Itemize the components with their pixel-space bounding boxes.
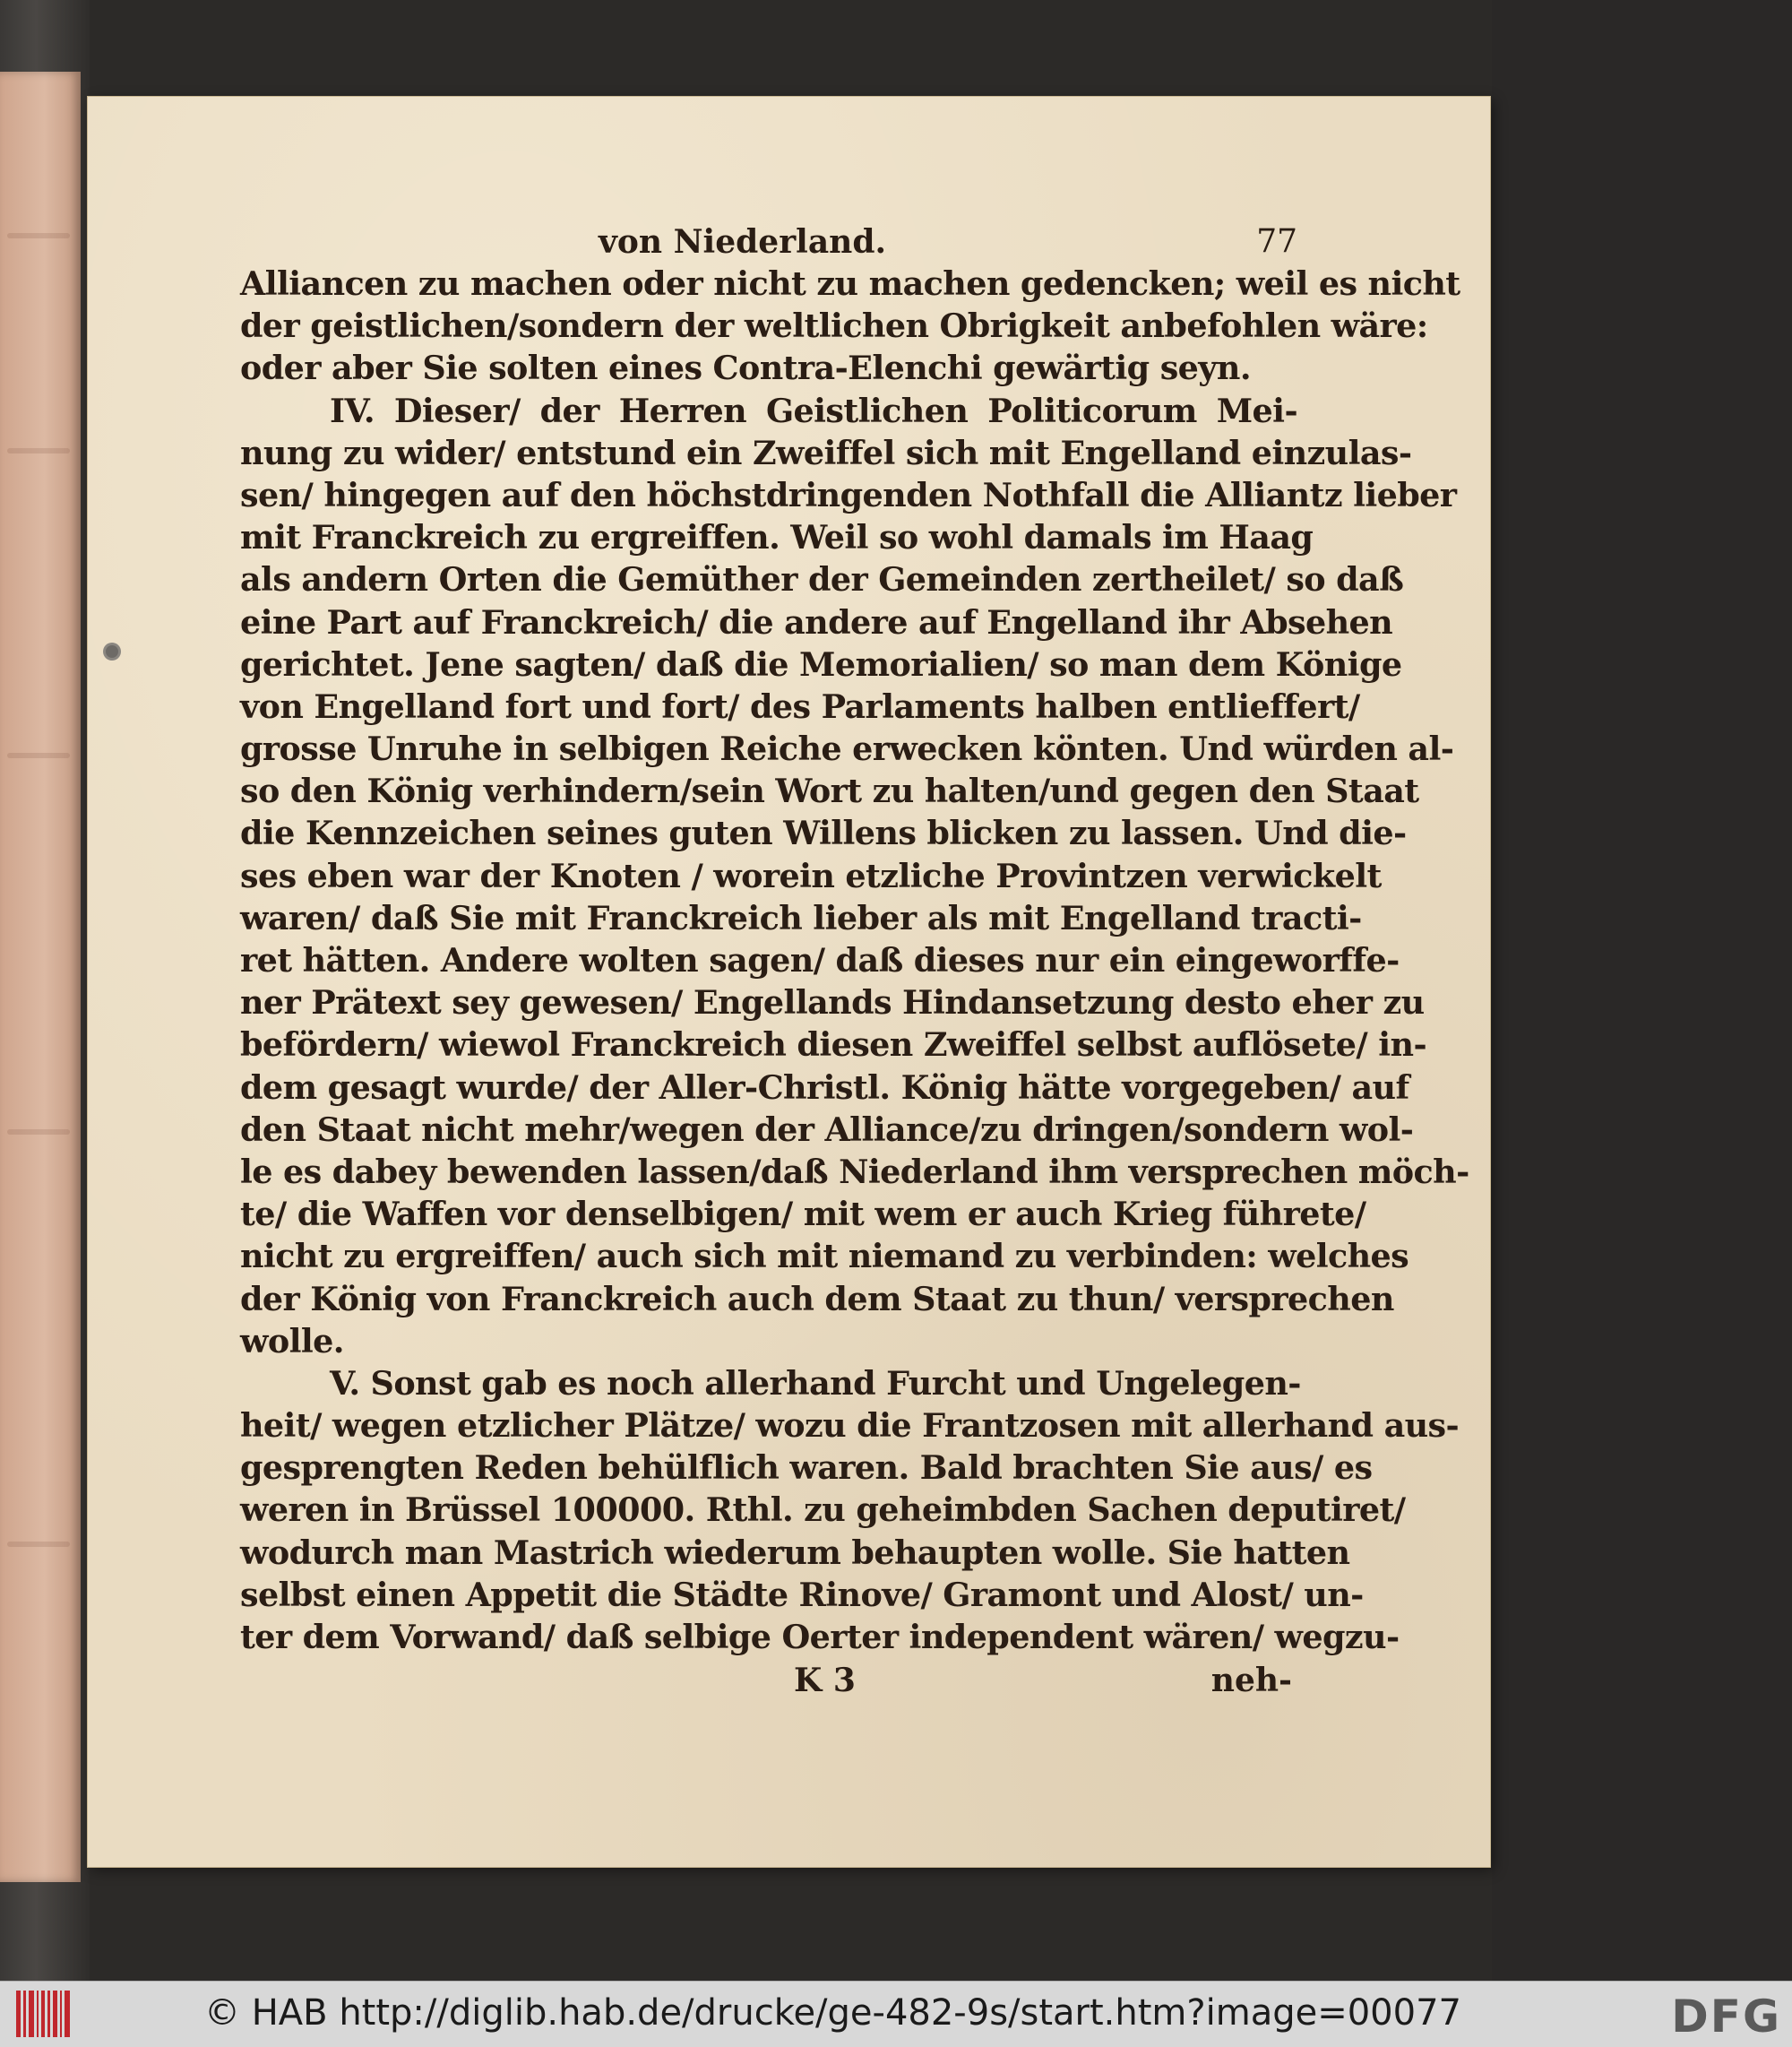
text-line: nung zu wider/ entstund ein Zweiffel sich mit Engelland einzulas- [240,433,1412,472]
text-line: wodurch man Mastrich wiederum behaupten wolle. Sie hatten [240,1533,1350,1572]
bleedthrough-mark [7,448,70,453]
barcode-icon [16,1991,75,2037]
scan-backdrop-right [1492,0,1792,1981]
text-line: ter dem Vorwand/ daß selbige Oerter independent wären/ wegzu- [240,1618,1400,1656]
text-line: heit/ wegen etzlicher Plätze/ wozu die Frantzosen mit allerhand aus- [240,1406,1460,1446]
barcode-stripe [16,1991,21,2037]
text-line: gesprengten Reden behülflich waren. Bald brachten Sie aus/ es [240,1448,1373,1488]
barcode-stripe [65,1991,70,2037]
text-line: als andern Orten die Gemüther der Gemeinden zertheilet/ so daß [240,560,1404,600]
text-line: ner Prätext sey gewesen/ Engellands Hindansetzung desto eher zu [240,983,1425,1023]
signature-mark: K 3 [794,1662,856,1700]
barcode-stripe [53,1991,57,2037]
credit-text[interactable]: © HAB http://diglib.hab.de/drucke/ge-482-9s/start.htm?image=00077 [204,1992,1461,2034]
barcode-stripe [47,1991,50,2037]
running-head [240,218,1297,263]
text-line: sen/ hingegen auf den höchstdringenden Nothfall die Alliantz lieber [240,475,1457,514]
previous-page-edge [0,72,81,1882]
page-text-block [240,218,1469,1700]
text-line: Alliancen zu machen oder nicht zu machen gedencken; weil es nicht [240,264,1460,303]
bleedthrough-mark [7,1129,70,1135]
text-line: den Staat nicht mehr/wegen der Alliance/zu dringen/sondern wol- [240,1110,1414,1149]
running-head-title: von Niederland. [599,223,887,261]
text-line: so den König verhindern/sein Wort zu halten/und gegen den Staat [240,772,1419,811]
catchword: neh- [1210,1662,1292,1700]
barcode-stripe [23,1991,26,2037]
text-line: IV. Dieser/ der Herren Geistlichen Politicorum Mei- [330,391,1297,430]
text-line: weren in Brüssel 100000. Rthl. zu geheimbden Sachen deputiret/ [240,1490,1406,1530]
watermark-bar [0,1981,1792,2047]
dfg-logo: DFG [1671,1991,1781,2043]
text-line: gerichtet. Jene sagten/ daß die Memorialien/ so man dem Könige [240,644,1402,684]
text-line: eine Part auf Franckreich/ die andere auf Engelland ihr Absehen [240,602,1393,642]
text-line: ses eben war der Knoten / worein etzliche Provintzen verwickelt [240,856,1382,895]
text-line: dem gesagt wurde/ der Aller-Christl. König hätte vorgegeben/ auf [240,1067,1409,1107]
text-line: die Kennzeichen seines guten Willens blicken zu lassen. Und die- [240,814,1407,853]
margin-dot [106,645,118,658]
text-line: der geistlichen/sondern der weltlichen Obrigkeit anbefohlen wäre: [240,307,1428,346]
text-line: wolle. [240,1321,344,1360]
text-line: te/ die Waffen vor denselbigen/ mit wem er auch Krieg führete/ [240,1195,1366,1234]
text-line: befördern/ wiewol Franckreich diesen Zweiffel selbst auflösete/ in- [240,1025,1427,1065]
barcode-stripe [41,1991,45,2037]
book-page [88,97,1490,1867]
barcode-stripe [29,1991,34,2037]
text-line: mit Franckreich zu ergreiffen. Weil so wohl damals im Haag [240,518,1314,557]
barcode-stripe [37,1991,39,2037]
bleedthrough-mark [7,1542,70,1547]
bleedthrough-mark [7,753,70,758]
text-line: selbst einen Appetit die Städte Rinove/ Gramont und Alost/ un- [240,1575,1364,1614]
barcode-stripe [60,1991,62,2037]
page-footer [240,1658,1297,1700]
body-text [240,263,1469,1658]
text-line: oder aber Sie solten eines Contra-Elenchi gewärtig seyn. [240,349,1251,388]
text-line: waren/ daß Sie mit Franckreich lieber als mit Engelland tracti- [240,898,1362,937]
text-line: nicht zu ergreiffen/ auch sich mit niemand zu verbinden: welches [240,1237,1409,1276]
text-line: ret hätten. Andere wolten sagen/ daß dieses nur ein eingeworffe- [240,941,1400,980]
text-line: grosse Unruhe in selbigen Reiche erwecken könten. Und würden al- [240,730,1454,769]
text-line: von Engelland fort und fort/ des Parlaments halben entlieffert/ [240,687,1360,726]
bleedthrough-mark [7,233,70,238]
text-line: V. Sonst gab es noch allerhand Furcht und Ungelegen- [330,1363,1301,1403]
page-number: 77 [1256,223,1297,260]
text-line: der König von Franckreich auch dem Staat zu thun/ versprechen [240,1279,1394,1318]
text-line: le es dabey bewenden lassen/daß Niederland ihm versprechen möch- [240,1152,1469,1191]
